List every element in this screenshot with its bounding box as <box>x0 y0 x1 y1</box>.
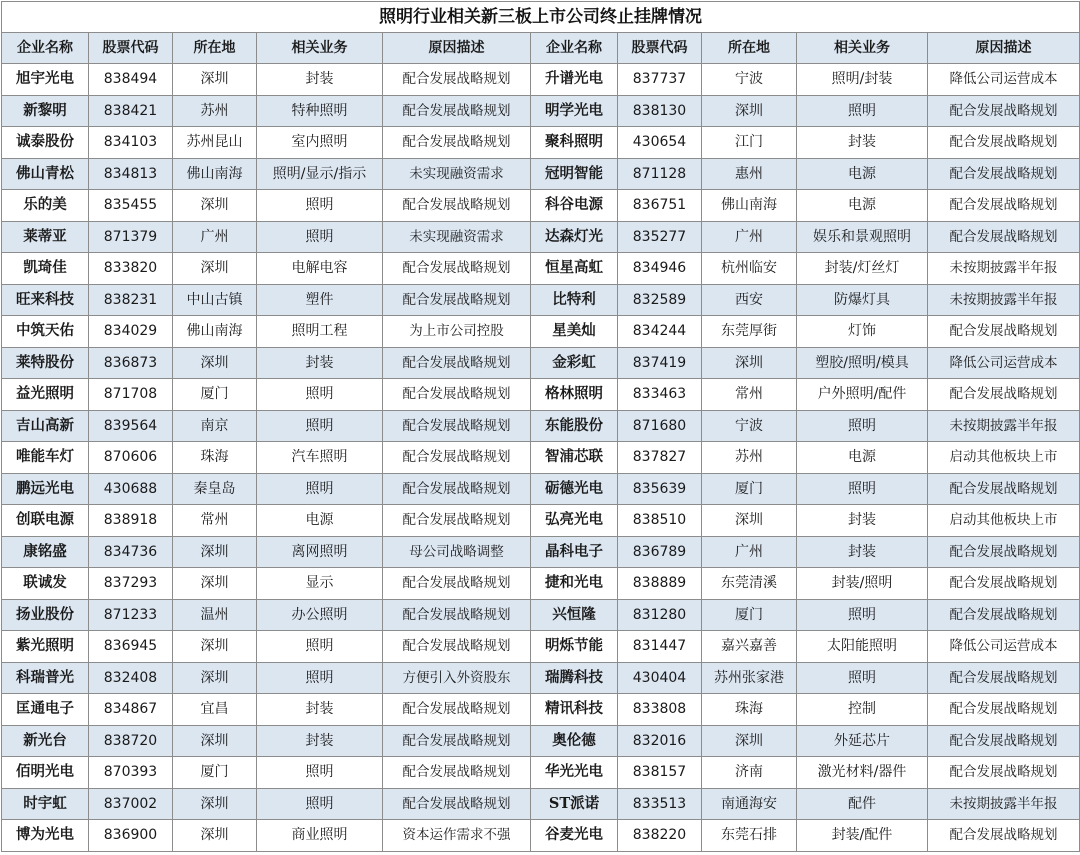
header-reason: 原因描述 <box>928 33 1080 64</box>
table-row <box>2 158 1080 190</box>
left-business-cell: 照明 <box>257 788 383 820</box>
left-business-cell: 照明 <box>257 473 383 505</box>
left-stock-code-cell: 839564 <box>89 410 173 442</box>
right-business-cell: 封装/灯丝灯 <box>797 253 928 285</box>
right-company-name-cell: 晶科电子 <box>531 536 618 568</box>
right-business-cell: 封装 <box>797 505 928 537</box>
left-company-name-cell: 乐的美 <box>2 190 89 222</box>
header-stock-code: 股票代码 <box>89 33 173 64</box>
right-company-name-cell: 兴恒隆 <box>531 599 618 631</box>
right-stock-code-cell: 836751 <box>618 190 702 222</box>
right-stock-code-cell: 831447 <box>618 631 702 663</box>
right-stock-code-cell: 837827 <box>618 442 702 474</box>
right-location-cell: 嘉兴嘉善 <box>702 631 797 663</box>
right-reason-cell: 配合发展战略规划 <box>928 757 1080 789</box>
right-stock-code-cell: 833513 <box>618 788 702 820</box>
right-business-cell: 电源 <box>797 190 928 222</box>
left-stock-code-cell: 871379 <box>89 221 173 253</box>
left-location-cell: 深圳 <box>173 788 257 820</box>
right-stock-code-cell: 831280 <box>618 599 702 631</box>
right-company-name-cell: 格林照明 <box>531 379 618 411</box>
right-company-name-cell: 明烁节能 <box>531 631 618 663</box>
left-stock-code-cell: 837002 <box>89 788 173 820</box>
table-row <box>2 379 1080 411</box>
left-location-cell: 广州 <box>173 221 257 253</box>
left-company-name-cell: 紫光照明 <box>2 631 89 663</box>
left-company-name-cell: 佰明光电 <box>2 757 89 789</box>
left-stock-code-cell: 834813 <box>89 158 173 190</box>
table-row <box>2 64 1080 96</box>
header-location: 所在地 <box>702 33 797 64</box>
right-company-name-cell: 明学光电 <box>531 95 618 127</box>
right-stock-code-cell: 835639 <box>618 473 702 505</box>
right-reason-cell: 未按期披露半年报 <box>928 410 1080 442</box>
right-business-cell: 控制 <box>797 694 928 726</box>
left-reason-cell: 配合发展战略规划 <box>383 631 531 663</box>
left-company-name-cell: 鹏远光电 <box>2 473 89 505</box>
left-location-cell: 深圳 <box>173 662 257 694</box>
left-stock-code-cell: 834029 <box>89 316 173 348</box>
left-company-name-cell: 康铭盛 <box>2 536 89 568</box>
table-row <box>2 253 1080 285</box>
left-business-cell: 照明 <box>257 410 383 442</box>
left-location-cell: 深圳 <box>173 64 257 96</box>
left-company-name-cell: 新光台 <box>2 725 89 757</box>
right-business-cell: 外延芯片 <box>797 725 928 757</box>
right-company-name-cell: 捷和光电 <box>531 568 618 600</box>
right-location-cell: 深圳 <box>702 505 797 537</box>
right-stock-code-cell: 837737 <box>618 64 702 96</box>
left-business-cell: 办公照明 <box>257 599 383 631</box>
right-stock-code-cell: 871128 <box>618 158 702 190</box>
right-stock-code-cell: 832016 <box>618 725 702 757</box>
left-location-cell: 珠海 <box>173 442 257 474</box>
left-business-cell: 照明 <box>257 662 383 694</box>
right-business-cell: 户外照明/配件 <box>797 379 928 411</box>
left-company-name-cell: 凯琦佳 <box>2 253 89 285</box>
table-row <box>2 127 1080 159</box>
left-business-cell: 汽车照明 <box>257 442 383 474</box>
table-row <box>2 694 1080 726</box>
left-reason-cell: 配合发展战略规划 <box>383 694 531 726</box>
left-location-cell: 深圳 <box>173 190 257 222</box>
left-company-name-cell: 吉山高新 <box>2 410 89 442</box>
left-reason-cell: 配合发展战略规划 <box>383 284 531 316</box>
right-stock-code-cell: 834946 <box>618 253 702 285</box>
right-business-cell: 激光材料/器件 <box>797 757 928 789</box>
left-company-name-cell: 创联电源 <box>2 505 89 537</box>
right-reason-cell: 配合发展战略规划 <box>928 820 1080 852</box>
right-reason-cell: 降低公司运营成本 <box>928 631 1080 663</box>
right-location-cell: 江门 <box>702 127 797 159</box>
right-stock-code-cell: 835277 <box>618 221 702 253</box>
right-business-cell: 照明 <box>797 95 928 127</box>
left-business-cell: 照明 <box>257 221 383 253</box>
left-reason-cell: 配合发展战略规划 <box>383 347 531 379</box>
table-row <box>2 820 1080 852</box>
table-row <box>2 95 1080 127</box>
left-stock-code-cell: 871233 <box>89 599 173 631</box>
right-stock-code-cell: 430404 <box>618 662 702 694</box>
right-reason-cell: 配合发展战略规划 <box>928 190 1080 222</box>
right-reason-cell: 配合发展战略规划 <box>928 473 1080 505</box>
right-reason-cell: 配合发展战略规划 <box>928 158 1080 190</box>
left-reason-cell: 配合发展战略规划 <box>383 190 531 222</box>
table-row <box>2 662 1080 694</box>
left-stock-code-cell: 838720 <box>89 725 173 757</box>
right-reason-cell: 降低公司运营成本 <box>928 347 1080 379</box>
right-stock-code-cell: 838510 <box>618 505 702 537</box>
right-location-cell: 深圳 <box>702 347 797 379</box>
right-stock-code-cell: 838157 <box>618 757 702 789</box>
left-reason-cell: 未实现融资需求 <box>383 221 531 253</box>
left-stock-code-cell: 833820 <box>89 253 173 285</box>
right-reason-cell: 降低公司运营成本 <box>928 64 1080 96</box>
table-row <box>2 347 1080 379</box>
right-reason-cell: 配合发展战略规划 <box>928 221 1080 253</box>
right-company-name-cell: 金彩虹 <box>531 347 618 379</box>
table-row <box>2 599 1080 631</box>
left-location-cell: 苏州昆山 <box>173 127 257 159</box>
left-reason-cell: 方便引入外资股东 <box>383 662 531 694</box>
left-business-cell: 照明工程 <box>257 316 383 348</box>
left-stock-code-cell: 836900 <box>89 820 173 852</box>
left-company-name-cell: 扬业股份 <box>2 599 89 631</box>
left-business-cell: 照明 <box>257 190 383 222</box>
left-stock-code-cell: 834867 <box>89 694 173 726</box>
right-location-cell: 深圳 <box>702 725 797 757</box>
left-location-cell: 深圳 <box>173 820 257 852</box>
left-location-cell: 深圳 <box>173 568 257 600</box>
left-stock-code-cell: 837293 <box>89 568 173 600</box>
right-location-cell: 东莞清溪 <box>702 568 797 600</box>
left-reason-cell: 资本运作需求不强 <box>383 820 531 852</box>
right-reason-cell: 配合发展战略规划 <box>928 379 1080 411</box>
left-stock-code-cell: 835455 <box>89 190 173 222</box>
left-company-name-cell: 匡通电子 <box>2 694 89 726</box>
left-company-name-cell: 益光照明 <box>2 379 89 411</box>
left-reason-cell: 配合发展战略规划 <box>383 599 531 631</box>
left-reason-cell: 配合发展战略规划 <box>383 757 531 789</box>
left-reason-cell: 配合发展战略规划 <box>383 253 531 285</box>
right-business-cell: 封装/配件 <box>797 820 928 852</box>
left-business-cell: 封装 <box>257 64 383 96</box>
right-company-name-cell: 升谱光电 <box>531 64 618 96</box>
left-company-name-cell: 中筑天佑 <box>2 316 89 348</box>
right-stock-code-cell: 833808 <box>618 694 702 726</box>
left-stock-code-cell: 832408 <box>89 662 173 694</box>
right-location-cell: 广州 <box>702 221 797 253</box>
right-location-cell: 南通海安 <box>702 788 797 820</box>
right-company-name-cell: 瑞腾科技 <box>531 662 618 694</box>
left-company-name-cell: 诚泰股份 <box>2 127 89 159</box>
right-location-cell: 广州 <box>702 536 797 568</box>
left-reason-cell: 配合发展战略规划 <box>383 788 531 820</box>
table-row <box>2 788 1080 820</box>
left-business-cell: 封装 <box>257 725 383 757</box>
left-reason-cell: 配合发展战略规划 <box>383 410 531 442</box>
table-row <box>2 757 1080 789</box>
left-business-cell: 特种照明 <box>257 95 383 127</box>
header-business: 相关业务 <box>257 33 383 64</box>
table-row <box>2 631 1080 663</box>
right-reason-cell: 配合发展战略规划 <box>928 599 1080 631</box>
left-reason-cell: 配合发展战略规划 <box>383 505 531 537</box>
header-business: 相关业务 <box>797 33 928 64</box>
left-business-cell: 照明 <box>257 631 383 663</box>
right-business-cell: 照明/封装 <box>797 64 928 96</box>
right-business-cell: 电源 <box>797 158 928 190</box>
left-location-cell: 厦门 <box>173 379 257 411</box>
left-stock-code-cell: 836945 <box>89 631 173 663</box>
right-company-name-cell: ST派诺 <box>531 788 618 820</box>
left-reason-cell: 未实现融资需求 <box>383 158 531 190</box>
left-business-cell: 电源 <box>257 505 383 537</box>
left-stock-code-cell: 838421 <box>89 95 173 127</box>
right-company-name-cell: 东能股份 <box>531 410 618 442</box>
left-stock-code-cell: 870393 <box>89 757 173 789</box>
table-row <box>2 221 1080 253</box>
left-reason-cell: 配合发展战略规划 <box>383 127 531 159</box>
left-stock-code-cell: 834103 <box>89 127 173 159</box>
left-business-cell: 塑件 <box>257 284 383 316</box>
table-row <box>2 284 1080 316</box>
header-row <box>2 33 1080 64</box>
left-company-name-cell: 新黎明 <box>2 95 89 127</box>
right-location-cell: 东莞厚街 <box>702 316 797 348</box>
right-location-cell: 常州 <box>702 379 797 411</box>
table-body <box>2 64 1080 852</box>
right-business-cell: 配件 <box>797 788 928 820</box>
right-stock-code-cell: 837419 <box>618 347 702 379</box>
right-stock-code-cell: 834244 <box>618 316 702 348</box>
right-stock-code-cell: 838130 <box>618 95 702 127</box>
right-reason-cell: 配合发展战略规划 <box>928 127 1080 159</box>
left-location-cell: 深圳 <box>173 725 257 757</box>
right-business-cell: 娱乐和景观照明 <box>797 221 928 253</box>
right-business-cell: 封装 <box>797 536 928 568</box>
right-company-name-cell: 比特利 <box>531 284 618 316</box>
left-reason-cell: 配合发展战略规划 <box>383 64 531 96</box>
left-company-name-cell: 时宇虹 <box>2 788 89 820</box>
left-business-cell: 封装 <box>257 347 383 379</box>
left-business-cell: 照明 <box>257 757 383 789</box>
right-reason-cell: 配合发展战略规划 <box>928 662 1080 694</box>
left-location-cell: 苏州 <box>173 95 257 127</box>
left-location-cell: 深圳 <box>173 631 257 663</box>
left-location-cell: 深圳 <box>173 347 257 379</box>
left-reason-cell: 配合发展战略规划 <box>383 725 531 757</box>
left-reason-cell: 配合发展战略规划 <box>383 473 531 505</box>
right-location-cell: 深圳 <box>702 95 797 127</box>
right-reason-cell: 未按期披露半年报 <box>928 788 1080 820</box>
right-business-cell: 塑胶/照明/模具 <box>797 347 928 379</box>
right-company-name-cell: 弘亮光电 <box>531 505 618 537</box>
left-stock-code-cell: 838231 <box>89 284 173 316</box>
right-reason-cell: 未按期披露半年报 <box>928 253 1080 285</box>
left-location-cell: 厦门 <box>173 757 257 789</box>
right-company-name-cell: 华光光电 <box>531 757 618 789</box>
header-location: 所在地 <box>173 33 257 64</box>
left-company-name-cell: 莱蒂亚 <box>2 221 89 253</box>
left-company-name-cell: 联诚发 <box>2 568 89 600</box>
right-company-name-cell: 奥伦德 <box>531 725 618 757</box>
left-business-cell: 室内照明 <box>257 127 383 159</box>
left-company-name-cell: 旺来科技 <box>2 284 89 316</box>
left-stock-code-cell: 838918 <box>89 505 173 537</box>
right-business-cell: 防爆灯具 <box>797 284 928 316</box>
right-company-name-cell: 恒星高虹 <box>531 253 618 285</box>
right-location-cell: 杭州临安 <box>702 253 797 285</box>
right-location-cell: 东莞石排 <box>702 820 797 852</box>
right-location-cell: 宁波 <box>702 64 797 96</box>
right-location-cell: 惠州 <box>702 158 797 190</box>
right-location-cell: 济南 <box>702 757 797 789</box>
left-reason-cell: 为上市公司控股 <box>383 316 531 348</box>
right-company-name-cell: 谷麦光电 <box>531 820 618 852</box>
table-row <box>2 536 1080 568</box>
left-location-cell: 温州 <box>173 599 257 631</box>
right-reason-cell: 配合发展战略规划 <box>928 568 1080 600</box>
right-location-cell: 宁波 <box>702 410 797 442</box>
table-row <box>2 316 1080 348</box>
left-company-name-cell: 佛山青松 <box>2 158 89 190</box>
right-stock-code-cell: 430654 <box>618 127 702 159</box>
right-stock-code-cell: 832589 <box>618 284 702 316</box>
table-row <box>2 568 1080 600</box>
right-business-cell: 照明 <box>797 599 928 631</box>
left-location-cell: 深圳 <box>173 536 257 568</box>
left-business-cell: 封装 <box>257 694 383 726</box>
right-location-cell: 苏州张家港 <box>702 662 797 694</box>
termination-table <box>1 1 1080 852</box>
right-company-name-cell: 聚科照明 <box>531 127 618 159</box>
right-business-cell: 灯饰 <box>797 316 928 348</box>
right-stock-code-cell: 838889 <box>618 568 702 600</box>
left-business-cell: 照明/显示/指示 <box>257 158 383 190</box>
left-stock-code-cell: 834736 <box>89 536 173 568</box>
header-reason: 原因描述 <box>383 33 531 64</box>
left-location-cell: 常州 <box>173 505 257 537</box>
left-business-cell: 显示 <box>257 568 383 600</box>
right-location-cell: 佛山南海 <box>702 190 797 222</box>
right-reason-cell: 配合发展战略规划 <box>928 536 1080 568</box>
table-row <box>2 442 1080 474</box>
left-stock-code-cell: 870606 <box>89 442 173 474</box>
left-location-cell: 宜昌 <box>173 694 257 726</box>
right-business-cell: 封装/照明 <box>797 568 928 600</box>
right-company-name-cell: 砺德光电 <box>531 473 618 505</box>
right-business-cell: 照明 <box>797 410 928 442</box>
right-company-name-cell: 智浦芯联 <box>531 442 618 474</box>
left-company-name-cell: 莱特股份 <box>2 347 89 379</box>
table-row <box>2 505 1080 537</box>
table-title: 照明行业相关新三板上市公司终止挂牌情况 <box>1 1 1080 32</box>
right-location-cell: 厦门 <box>702 599 797 631</box>
left-location-cell: 中山古镇 <box>173 284 257 316</box>
left-company-name-cell: 科瑞普光 <box>2 662 89 694</box>
left-stock-code-cell: 871708 <box>89 379 173 411</box>
left-location-cell: 南京 <box>173 410 257 442</box>
right-stock-code-cell: 833463 <box>618 379 702 411</box>
left-company-name-cell: 旭宇光电 <box>2 64 89 96</box>
right-reason-cell: 未按期披露半年报 <box>928 284 1080 316</box>
left-company-name-cell: 博为光电 <box>2 820 89 852</box>
table-row <box>2 473 1080 505</box>
right-business-cell: 太阳能照明 <box>797 631 928 663</box>
right-company-name-cell: 科谷电源 <box>531 190 618 222</box>
right-business-cell: 照明 <box>797 662 928 694</box>
left-stock-code-cell: 836873 <box>89 347 173 379</box>
left-reason-cell: 配合发展战略规划 <box>383 95 531 127</box>
table-row <box>2 410 1080 442</box>
right-business-cell: 封装 <box>797 127 928 159</box>
right-business-cell: 照明 <box>797 473 928 505</box>
table-row <box>2 190 1080 222</box>
left-reason-cell: 母公司战略调整 <box>383 536 531 568</box>
right-stock-code-cell: 838220 <box>618 820 702 852</box>
left-stock-code-cell: 430688 <box>89 473 173 505</box>
right-stock-code-cell: 836789 <box>618 536 702 568</box>
right-location-cell: 西安 <box>702 284 797 316</box>
right-reason-cell: 配合发展战略规划 <box>928 95 1080 127</box>
left-location-cell: 秦皇岛 <box>173 473 257 505</box>
right-stock-code-cell: 871680 <box>618 410 702 442</box>
right-reason-cell: 启动其他板块上市 <box>928 505 1080 537</box>
right-location-cell: 苏州 <box>702 442 797 474</box>
left-stock-code-cell: 838494 <box>89 64 173 96</box>
left-business-cell: 电解电容 <box>257 253 383 285</box>
right-reason-cell: 配合发展战略规划 <box>928 725 1080 757</box>
right-company-name-cell: 达森灯光 <box>531 221 618 253</box>
header-stock-code: 股票代码 <box>618 33 702 64</box>
right-company-name-cell: 精讯科技 <box>531 694 618 726</box>
table-row <box>2 725 1080 757</box>
left-location-cell: 佛山南海 <box>173 158 257 190</box>
left-company-name-cell: 唯能车灯 <box>2 442 89 474</box>
header-company-name: 企业名称 <box>2 33 89 64</box>
left-reason-cell: 配合发展战略规划 <box>383 442 531 474</box>
right-business-cell: 电源 <box>797 442 928 474</box>
right-reason-cell: 启动其他板块上市 <box>928 442 1080 474</box>
left-business-cell: 商业照明 <box>257 820 383 852</box>
left-business-cell: 照明 <box>257 379 383 411</box>
left-business-cell: 离网照明 <box>257 536 383 568</box>
left-location-cell: 深圳 <box>173 253 257 285</box>
header-company-name: 企业名称 <box>531 33 618 64</box>
listing-termination-sheet <box>1 1 1079 854</box>
right-company-name-cell: 冠明智能 <box>531 158 618 190</box>
right-reason-cell: 配合发展战略规划 <box>928 694 1080 726</box>
right-location-cell: 厦门 <box>702 473 797 505</box>
right-company-name-cell: 星美灿 <box>531 316 618 348</box>
right-reason-cell: 配合发展战略规划 <box>928 316 1080 348</box>
right-location-cell: 珠海 <box>702 694 797 726</box>
left-location-cell: 佛山南海 <box>173 316 257 348</box>
left-reason-cell: 配合发展战略规划 <box>383 379 531 411</box>
left-reason-cell: 配合发展战略规划 <box>383 568 531 600</box>
